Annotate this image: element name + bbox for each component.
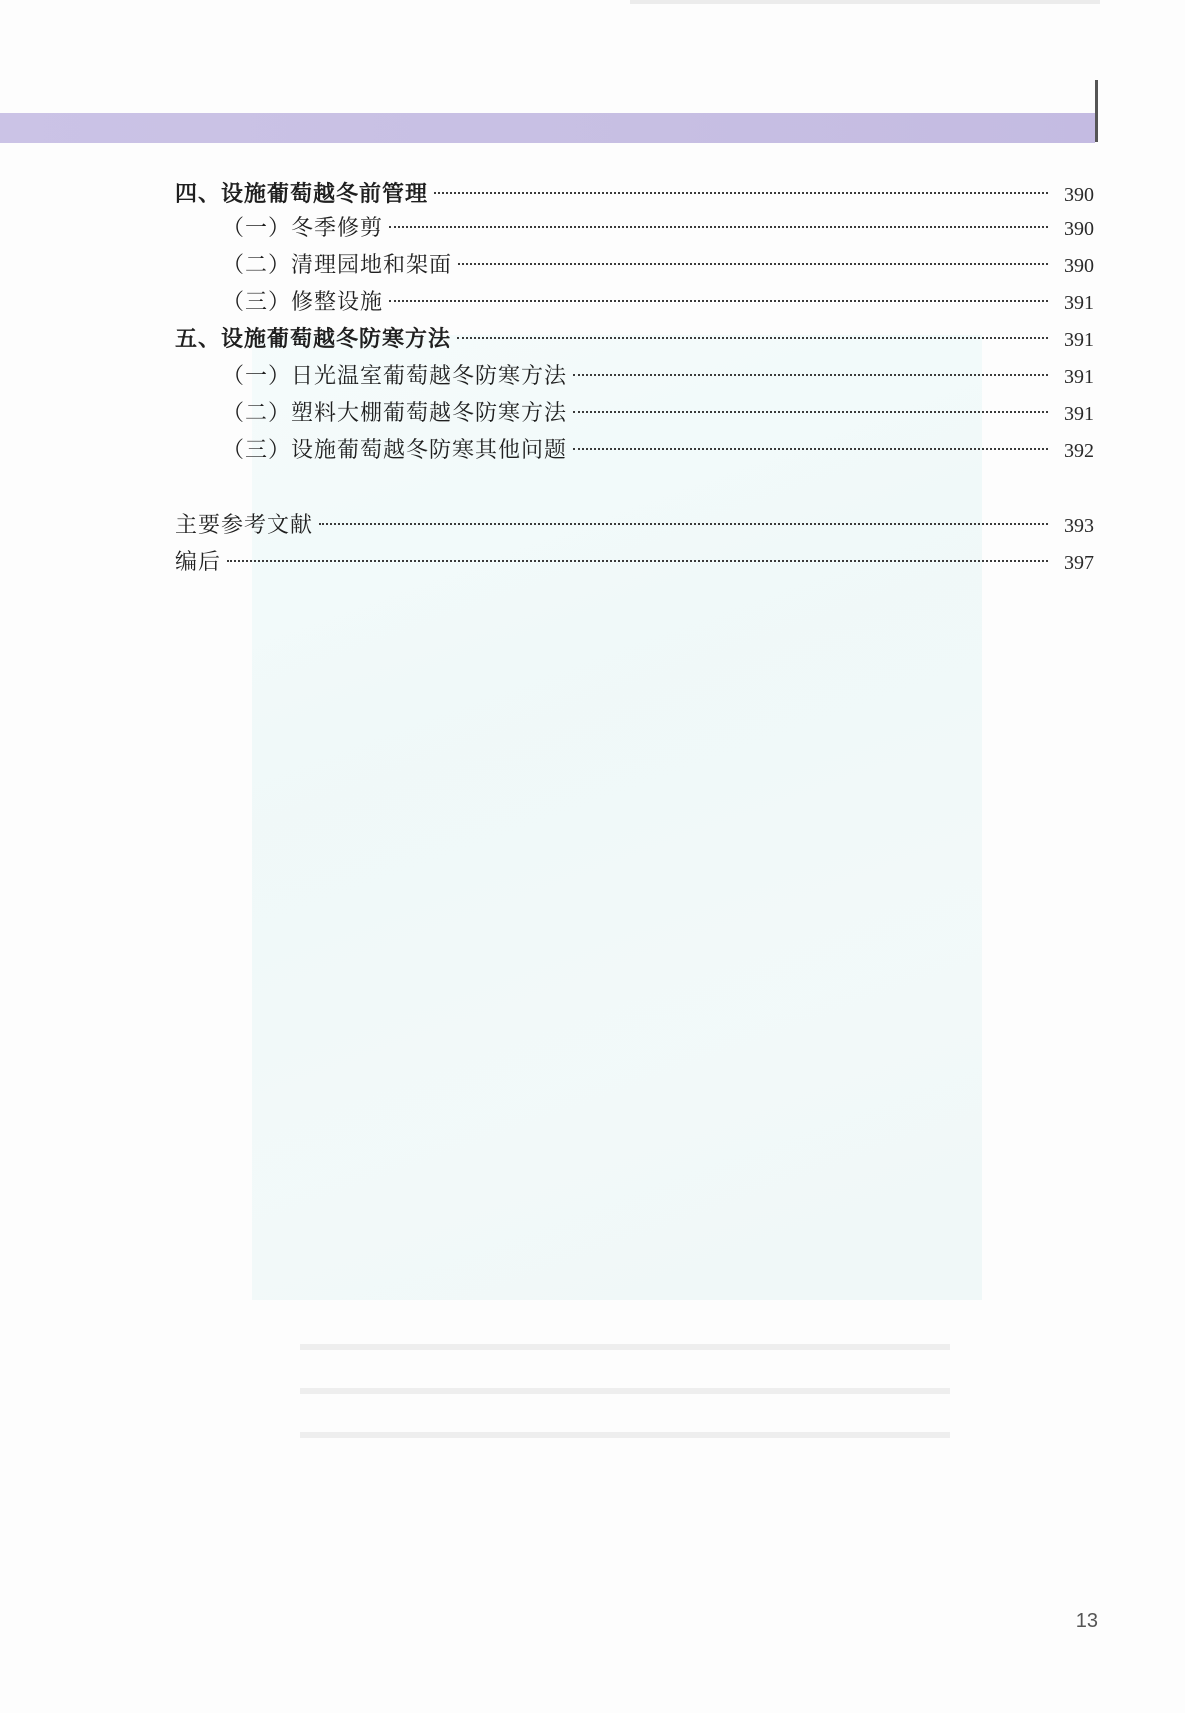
toc-leader (573, 448, 1048, 450)
toc-leader (458, 263, 1048, 265)
toc-entry[interactable] (175, 511, 1094, 541)
toc-entry-label: 五、设施葡萄越冬防寒方法 (175, 327, 452, 352)
toc-leader (319, 523, 1048, 525)
toc-entry-page: 393 (1064, 515, 1094, 537)
toc-entry[interactable] (222, 288, 1094, 318)
toc-entry-label: （三）设施葡萄越冬防寒其他问题 (222, 438, 568, 463)
toc-entry[interactable] (222, 251, 1094, 281)
toc-entry-page: 391 (1064, 366, 1094, 388)
toc-entry[interactable] (175, 325, 1094, 355)
toc-entry-page: 391 (1064, 292, 1094, 314)
toc-entry-page: 390 (1064, 255, 1094, 277)
toc-entry-page: 391 (1064, 329, 1094, 351)
toc-leader (573, 411, 1048, 413)
toc-leader (573, 374, 1048, 376)
toc-leader (434, 192, 1048, 194)
toc-leader (389, 300, 1048, 302)
toc-entry-page: 397 (1064, 552, 1094, 574)
toc-leader (457, 337, 1048, 339)
toc-entry-label: 四、设施葡萄越冬前管理 (175, 182, 429, 207)
toc-entry[interactable] (175, 180, 1094, 210)
toc-entry[interactable] (222, 436, 1094, 466)
toc-entry[interactable] (222, 362, 1094, 392)
toc-entry[interactable] (222, 399, 1094, 429)
toc-leader (389, 226, 1048, 228)
toc-leader (227, 560, 1048, 562)
page-number: 13 (1075, 1610, 1098, 1632)
toc-entry-label: （一）日光温室葡萄越冬防寒方法 (222, 364, 568, 389)
toc-entry-page: 391 (1064, 403, 1094, 425)
toc-entry[interactable] (222, 214, 1094, 244)
toc-entry-label: 编后 (175, 550, 222, 575)
toc-entry-page: 392 (1064, 440, 1094, 462)
toc-entry-page: 390 (1064, 184, 1094, 206)
toc-entry-label: （三）修整设施 (222, 290, 384, 315)
toc-entry-label: （二）清理园地和架面 (222, 253, 453, 278)
toc-entry-label: （一）冬季修剪 (222, 216, 384, 241)
toc-entry[interactable] (175, 548, 1094, 578)
toc-entry-page: 390 (1064, 218, 1094, 240)
toc-entry-label: 主要参考文献 (175, 513, 314, 538)
toc-entry-label: （二）塑料大棚葡萄越冬防寒方法 (222, 401, 568, 426)
